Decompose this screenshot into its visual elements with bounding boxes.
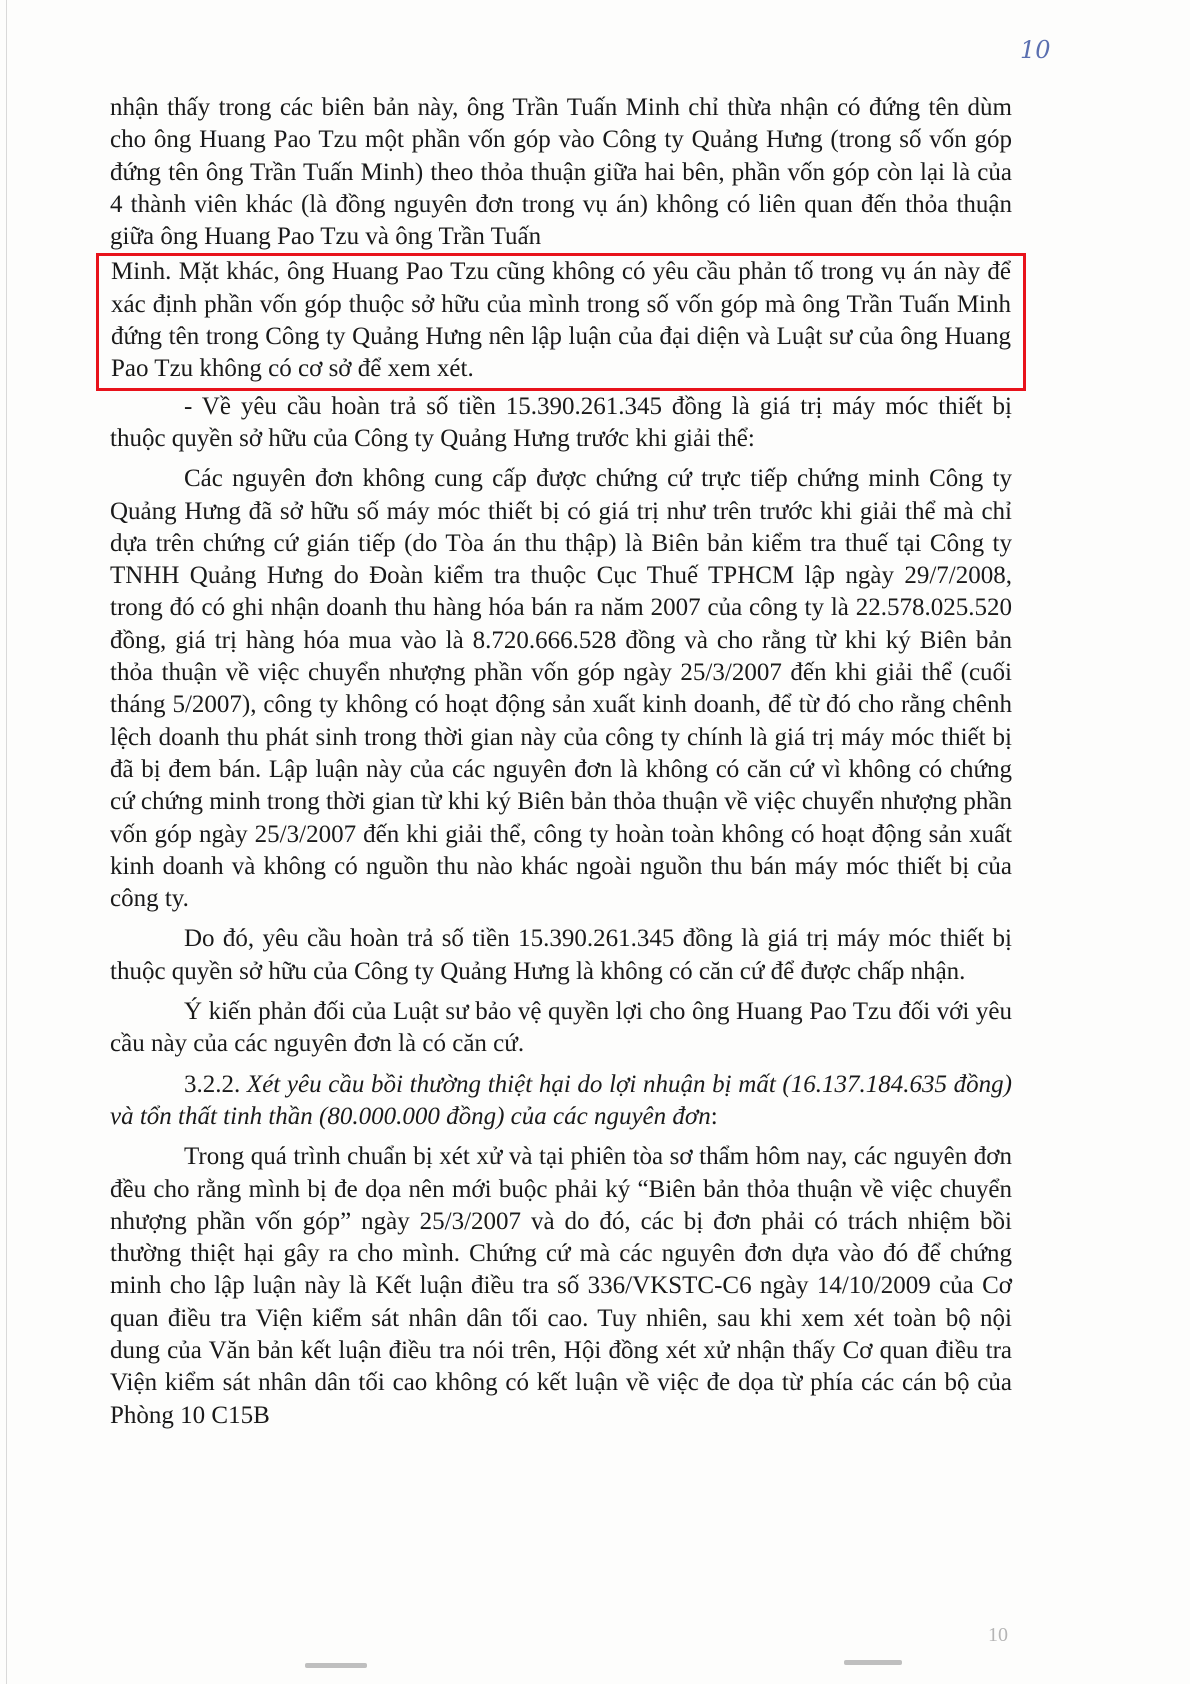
paragraph-3: Các nguyên đơn không cung cấp được chứng cứ trực tiếp chứng minh Công ty Quảng Hưng đã sở hữu số máy móc thiết bị có giá trị như trên trước khi giải thể mà chỉ dựa trên chứng cứ gián tiếp (do Tòa án thu thập) là Biên bản kiểm tra thuế tại Công ty TNHH Quảng Hưng do Đoàn kiểm tra thuộc Cục Thuế TPHCM lập ngày 29/7/2008, trong đó có ghi nhận doanh thu hàng hóa bán ra năm 2007 của công ty là 22.578.025.520 đồng, giá trị hàng hóa mua vào là 8.720.666.528 đồng và cho rằng từ khi ký Biên bản thỏa thuận về việc chuyển nhượng phần vốn góp ngày 25/3/2007 đến khi giải thể (cuối tháng 5/2007), công ty không có hoạt động sản xuất kinh doanh, để từ đó cho rằng chênh lệch doanh thu phát sinh trong thời gian này của công ty chính là giá trị máy móc thiết bị đã bị đem bán. Lập luận này của các nguyên đơn là không có căn cứ vì không có chứng cứ chứng minh trong thời gian từ khi ký Biên bản thỏa thuận về việc chuyển nhượng phần vốn góp ngày 25/3/2007 đến khi giải thể, công ty hoàn toàn không có hoạt động sản xuất kinh doanh và không có nguồn thu nào khác ngoài nguồn thu bán máy móc thiết bị của công ty. bbox=[110, 465, 1012, 913]
paragraph-6-section-heading bbox=[110, 1069, 1012, 1134]
section-number: 3.2.2. bbox=[184, 1070, 241, 1098]
handwritten-page-number: 10 bbox=[1020, 36, 1051, 64]
paragraph-1-before-box: nhận thấy trong các biên bản này, ông Trần Tuấn Minh chỉ thừa nhận có đứng tên dùm cho ông Huang Pao Tzu một phần vốn góp vào Công ty Quảng Hưng (trong số vốn góp đứng tên ông Trần Tuấn Minh) theo thỏa thuận giữa hai bên, phần vốn góp còn lại là của 4 thành viên khác (là đồng nguyên đơn trong vụ án) không có liên quan đến thỏa thuận giữa ông Huang Pao Tzu và ông Trần Tuấn bbox=[110, 94, 1012, 251]
printed-page-number: 10 bbox=[988, 1624, 1008, 1646]
document-body bbox=[110, 92, 1012, 1432]
red-highlight-box bbox=[96, 253, 1026, 390]
scan-edge-line bbox=[6, 0, 7, 1684]
scan-smudge-right bbox=[844, 1660, 902, 1665]
paragraph-4: Do đó, yêu cầu hoàn trả số tiền 15.390.261.345 đồng là giá trị máy móc thiết bị thuộc quyền sở hữu của Công ty Quảng Hưng là không có căn cứ để được chấp nhận. bbox=[110, 925, 1012, 985]
paragraph-2: - Về yêu cầu hoàn trả số tiền 15.390.261.345 đồng là giá trị máy móc thiết bị thuộc quyền sở hữu của Công ty Quảng Hưng trước khi giải thể: bbox=[110, 392, 1012, 452]
paragraph-5: Ý kiến phản đối của Luật sư bảo vệ quyền lợi cho ông Huang Pao Tzu đối với yêu cầu này của các nguyên đơn là có căn cứ. bbox=[110, 998, 1012, 1058]
section-title: Xét yêu cầu bồi thường thiệt hại do lợi nhuận bị mất (16.137.184.635 đồng) và tổn thất tinh thần (80.000.000 đồng) của các nguyên đơn bbox=[110, 1070, 1012, 1130]
scan-smudge-left bbox=[305, 1663, 367, 1668]
section-colon: : bbox=[710, 1102, 718, 1130]
paragraph-1-boxed: Minh. Mặt khác, ông Huang Pao Tzu cũng không có yêu cầu phản tố trong vụ án này để xác định phần vốn góp thuộc sở hữu của mình trong số vốn góp mà ông Trần Tuấn Minh đứng tên trong Công ty Quảng Hưng nên lập luận của đại diện và Luật sư của ông Huang Pao Tzu không có cơ sở để xem xét. bbox=[111, 258, 1011, 383]
paragraph-7: Trong quá trình chuẩn bị xét xử và tại phiên tòa sơ thẩm hôm nay, các nguyên đơn đều cho rằng mình bị đe dọa nên mới buộc phải ký “Biên bản thỏa thuận về việc chuyển nhượng phần vốn góp” ngày 25/3/2007 và do đó, các bị đơn phải có trách nhiệm bồi thường thiệt hại gây ra cho mình. Chứng cứ mà các nguyên đơn dựa vào đó để chứng minh cho lập luận này là Kết luận điều tra số 336/VKSTC-C6 ngày 14/10/2009 của Cơ quan điều tra Viện kiểm sát nhân dân tối cao. Tuy nhiên, sau khi xem xét toàn bộ nội dung của Văn bản kết luận điều tra nói trên, Hội đồng xét xử nhận thấy Cơ quan điều tra Viện kiểm sát nhân dân tối cao không có kết luận về việc đe dọa từ phía các cán bộ của Phòng 10 C15B bbox=[110, 1143, 1012, 1429]
